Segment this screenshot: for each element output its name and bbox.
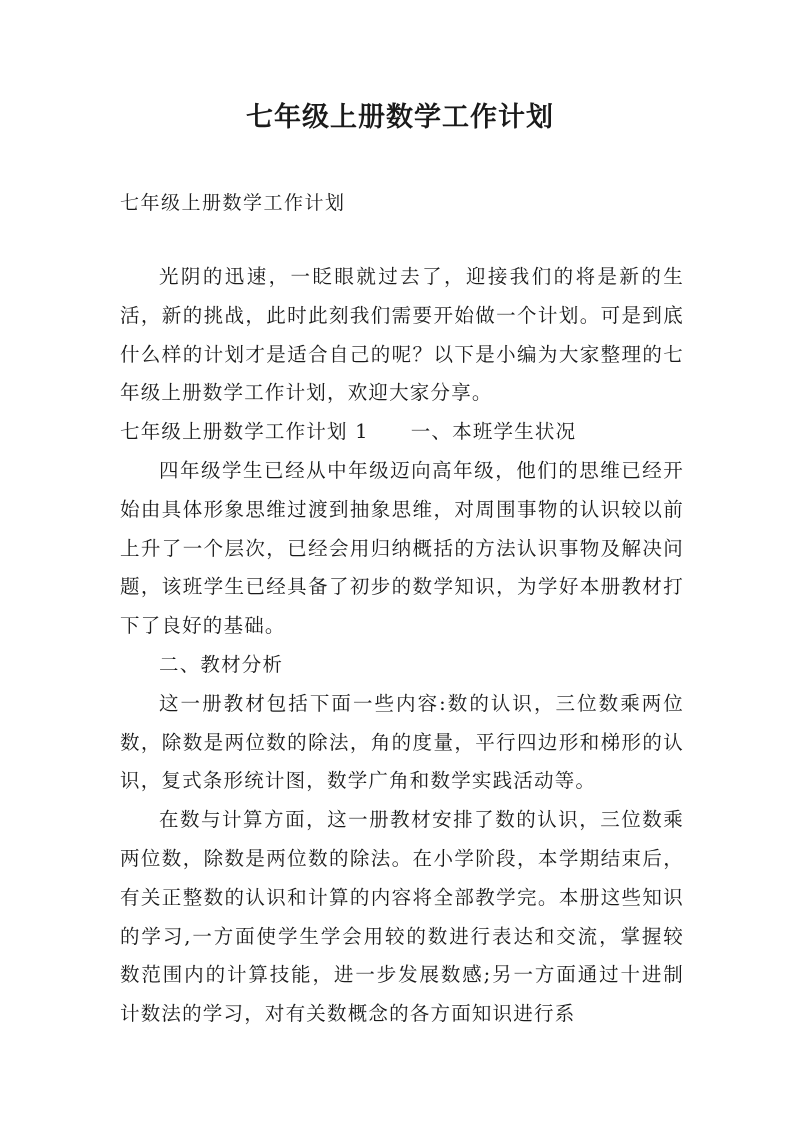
- section1-heading: 一、本班学生状况: [410, 420, 577, 444]
- document-subtitle: 七年级上册数学工作计划: [120, 192, 346, 214]
- section2-paragraph-2: 在数与计算方面，这一册教材安排了数的认识，三位数乘两位数，除数是两位数的除法。在小学阶段，本学期结束后，有关正整数的认识和计算的内容将全部教学完。本册这些知识的学习,一方面使学生学会用较的数进行表达和交流，掌握较数范围内的计算技能，进一步发展数感;另一方面通过十进制计数法的学习，对有关数概念的各方面知识进行系: [120, 808, 684, 1026]
- section1-paragraph: 四年级学生已经从中年级迈向高年级，他们的思维已经开始由具体形象思维过渡到抽象思维，对周围事物的认识较以前上升了一个层次，已经会用归纳概括的方法认识事物及解决问题，该班学生已经具备了初步的数学知识，为学好本册教材打下了良好的基础。: [120, 458, 684, 638]
- plan-heading-line: [120, 413, 684, 452]
- plan-title: 七年级上册数学工作计划 1: [120, 420, 369, 444]
- intro-paragraph: 光阴的迅速，一眨眼就过去了，迎接我们的将是新的生活，新的挑战，此时此刻我们需要开始做一个计划。可是到底什么样的计划才是适合自己的呢？以下是小编为大家整理的七年级上册数学工作计划，欢迎大家分享。: [120, 265, 684, 405]
- document-title: 七年级上册数学工作计划: [246, 102, 554, 133]
- section2-paragraph-1: 这一册教材包括下面一些内容:数的认识，三位数乘两位数，除数是两位数的除法，角的度量，平行四边形和梯形的认识，复式条形统计图，数学广角和数学实践活动等。: [120, 691, 684, 793]
- document-body: [120, 258, 684, 1034]
- section2-heading: 二、教材分析: [159, 652, 284, 676]
